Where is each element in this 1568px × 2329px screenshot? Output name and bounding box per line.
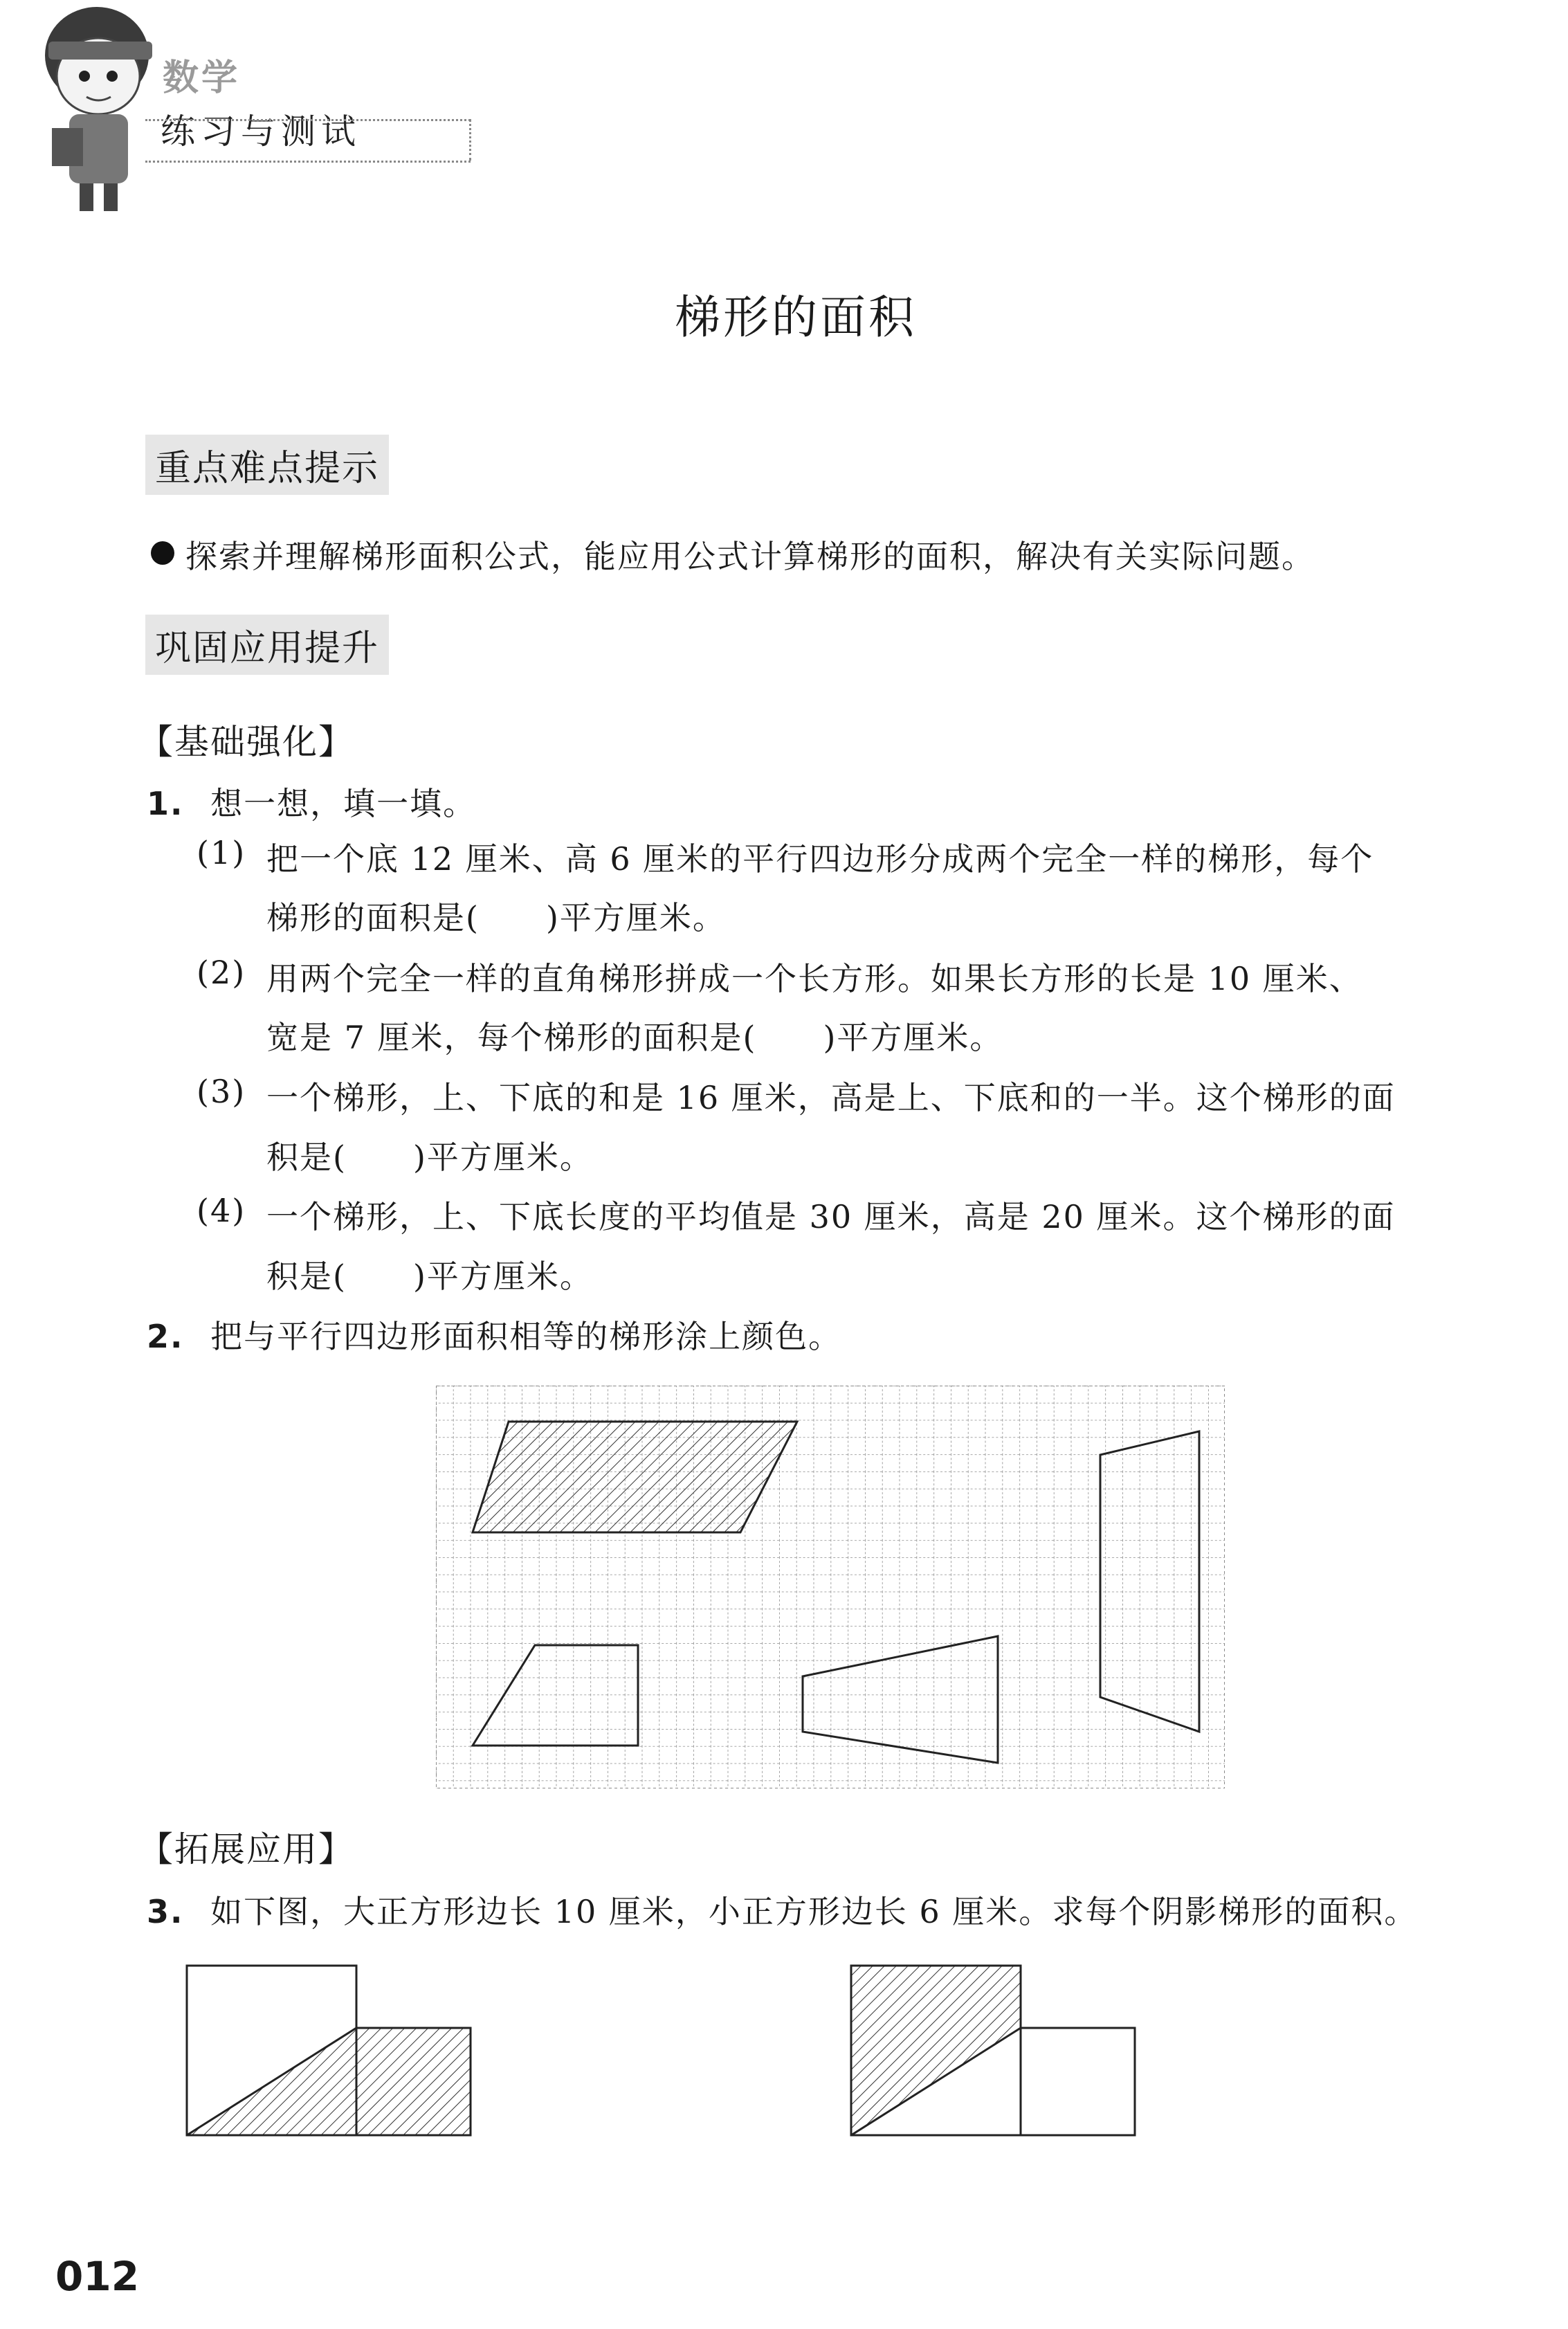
question-stem: 把与平行四边形面积相等的梯形涂上颜色。 [210,1318,842,1355]
q1-item-4-line2: 积是( )平方厘米。 [266,1258,593,1295]
q1-item-4-label: (4) [197,1192,246,1229]
q1-item-1-label: (1) [197,834,246,871]
header-dotted-line-bottom [145,161,471,163]
shaded-trapezoid [851,1966,1021,2135]
q3-figure-left [180,1959,484,2146]
subsection-basic: 【基础强化】 [138,722,354,762]
q1-item-2-label: (2) [197,954,246,991]
small-square [1021,2028,1135,2135]
q1-item-3-line2: 积是( )平方厘米。 [266,1139,593,1176]
section-heading-practice: 巩固应用提升 [145,615,389,675]
key-points-text: 探索并理解梯形面积公式，能应用公式计算梯形的面积，解决有关实际问题。 [185,538,1315,575]
question-2 [147,1312,841,1357]
mascot-illustration [21,0,173,221]
bullet-icon [151,541,174,565]
q1-item-4-line1: 一个梯形，上、下底长度的平均值是 30 厘米，高是 20 厘米。这个梯形的面 [266,1198,1396,1235]
question-stem: 如下图，大正方形边长 10 厘米，小正方形边长 6 厘米。求每个阴影梯形的面积。 [210,1893,1418,1930]
shaded-trapezoid [187,2028,471,2135]
brand-title: 数学 [163,57,241,99]
q1-item-1-line2: 梯形的面积是( )平方厘米。 [266,899,726,936]
q1-item-2-line1: 用两个完全一样的直角梯形拼成一个长方形。如果长方形的长是 10 厘米、 [266,960,1362,997]
page-number: 012 [55,2253,140,2300]
question-1 [147,779,476,824]
subsection-extend: 【拓展应用】 [138,1829,354,1869]
brand-subtitle: 练习与测试 [161,111,361,152]
q3-figure-right [844,1959,1149,2146]
parallelogram-shaded [473,1422,797,1532]
grid-figure [436,1386,1225,1788]
q1-item-2-line2: 宽是 7 厘米，每个梯形的面积是( )平方厘米。 [266,1019,1003,1056]
header-dotted-line-right [469,119,471,161]
question-3 [147,1887,1417,1932]
question-number: 2. [147,1318,184,1355]
q1-item-3-label: (3) [197,1073,246,1110]
section-heading-key-points: 重点难点提示 [145,435,389,495]
question-number: 1. [147,785,184,822]
header-dotted-line [145,119,471,121]
question-stem: 想一想，填一填。 [210,785,477,822]
q1-item-3-line1: 一个梯形，上、下底的和是 16 厘米，高是上、下底和的一半。这个梯形的面 [266,1079,1396,1116]
question-number: 3. [147,1893,184,1930]
page-title: 梯形的面积 [675,291,917,344]
q1-item-1-line1: 把一个底 12 厘米、高 6 厘米的平行四边形分成两个完全一样的梯形，每个 [266,840,1374,878]
